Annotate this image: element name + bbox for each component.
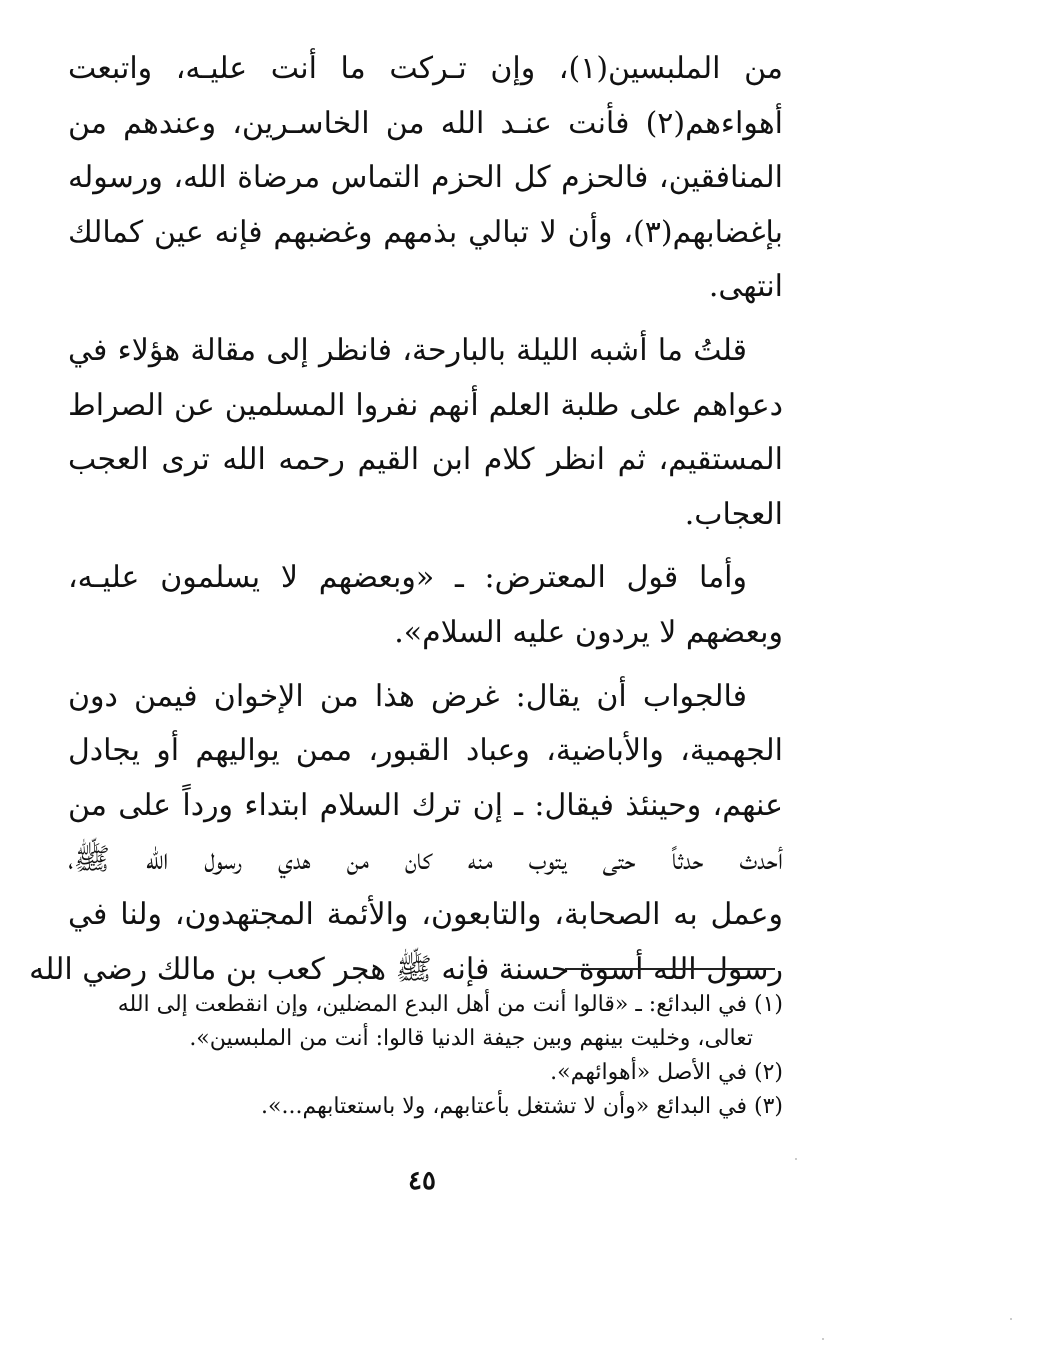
text-line: وبعضهم لا يردون عليه السلام». bbox=[394, 614, 783, 650]
text-line: أهواءهم(٢) فأنت عنـد الله من الخاسـرين، وعندهم من bbox=[68, 105, 783, 141]
paragraph-1 bbox=[68, 42, 783, 315]
footnote-1: (١) في البدائع: ـ «قالوا أنت من أهل البدع المضلين، وإن انقطعت إلى الله bbox=[117, 992, 783, 1017]
footnotes bbox=[68, 988, 783, 1124]
text-line: المستقيم، ثم انظر كلام ابن القيم رحمه الله ترى العجب bbox=[68, 442, 783, 478]
text-line: من الملبسين(١)، وإن تـركت ما أنت عليـه، واتبعت bbox=[68, 51, 783, 86]
text-line: عنهم، وحينئذ فيقال: ـ إن ترك السلام ابتداء ورداً على من bbox=[68, 787, 783, 823]
main-text bbox=[29, 42, 783, 1006]
scan-speck bbox=[822, 1338, 824, 1340]
text-line: رسول الله أسوة حسنة فإنه ﷺ هجر كعب بن مالك رضي الله bbox=[29, 951, 783, 987]
text-line: بإغضابهم(٣)، وأن لا تبالي بذمهم وغضبهم فإنه عين كمالك bbox=[68, 214, 783, 250]
footnote-2: (٢) في الأصل «أهوائهم». bbox=[550, 1060, 783, 1085]
text-line: وعمل به الصحابة، والتابعون، والأئمة المجتهدون، ولنا في bbox=[68, 896, 783, 932]
text-line: الجهمية، والأباضية، وعباد القبور، ممن يواليهم أو يجادل bbox=[68, 733, 783, 769]
text-line: العجاب. bbox=[684, 496, 783, 532]
text-line: دعواهم على طلبة العلم أنهم نفروا المسلمين عن الصراط bbox=[68, 387, 783, 423]
footnote-1-continued: تعالى، وخليت بينهم وبين جيفة الدنيا قالوا: أنت من الملبسين». bbox=[189, 1026, 753, 1051]
text-line: المنافقين، فالحزم كل الحزم التماس مرضاة الله، ورسوله bbox=[68, 160, 783, 196]
scan-speck bbox=[795, 1158, 797, 1160]
text-line: أحدث حدثاً حتى يتوب منه كان من هدي رسول الله ﷺ، bbox=[68, 842, 783, 878]
scan-speck bbox=[1010, 1318, 1012, 1320]
text-line: وأما قول المعترض: ـ «وبعضهم لا يسلمون عليـه، bbox=[68, 560, 747, 596]
text-line: فالجواب أن يقال: غرض هذا من الإخوان فيمن دون bbox=[68, 678, 747, 714]
paragraph-2 bbox=[68, 324, 783, 542]
text-line: انتهى. bbox=[708, 269, 783, 305]
paragraph-3 bbox=[68, 551, 783, 660]
footnote-3: (٣) في البدائع «وأن لا تشتغل بأعتابهم، ولا باستعتابهم...». bbox=[261, 1094, 783, 1119]
page-number: ٤٥ bbox=[408, 1166, 436, 1196]
paragraph-4 bbox=[29, 670, 783, 998]
text-line: قلتُ ما أشبه الليلة بالبارحة، فانظر إلى مقالة هؤلاء في bbox=[68, 332, 747, 368]
footnote-separator bbox=[565, 968, 775, 970]
